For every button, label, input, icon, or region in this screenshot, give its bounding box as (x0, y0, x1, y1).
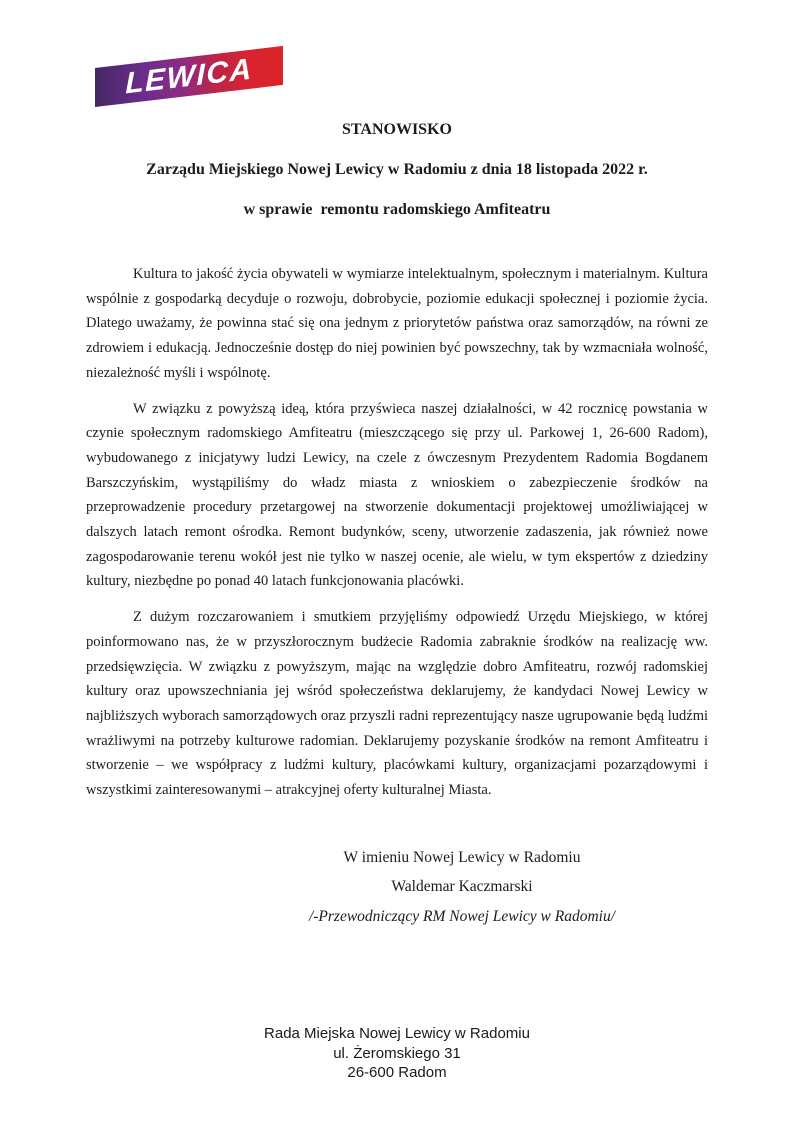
signature-on-behalf: W imieniu Nowej Lewicy w Radomiu (343, 848, 581, 866)
lewica-logo (95, 46, 283, 107)
document-body (86, 119, 708, 931)
body-paragraph-2: W związku z powyższą ideą, która przyświeca naszej działalności, w 42 rocznicę powstania w czynie społecznym radomskiego Amfiteatru (mieszczącego się przy ul. Parkowej 1, 26-600 Radom), wybudowanego z inicjatywy ludzi Lewicy, na czele z ówczesnym Prezydentem Radomia Bogdanem Barszczyńskim, wystąpiliśmy do władz miasta z wnioskiem o zabezpieczenie środków na przeprowadzenie procedury przetargowej na stworzenie dokumentacji projektowej umożliwiającej w dalszych latach remont ośrodka. Remont budynków, sceny, utworzenie zadaszenia, jak również nowe zagospodarowanie terenu wokół jest nie tylko w naszej ocenie, ale wielu, w tym ekspertów z dziedziny kultury, niezbędne po ponad 40 latach funkcjonowania placówki. (86, 400, 708, 590)
doc-subject: w sprawie remontu radomskiego Amfiteatru (243, 201, 551, 218)
footer-address (0, 1024, 794, 1083)
doc-title: STANOWISKO (342, 121, 452, 138)
paragraph-section (86, 262, 708, 803)
signature-role: /-Przewodniczący RM Nowej Lewicy w Radomiu/ (308, 907, 616, 925)
footer-org: Rada Miejska Nowej Lewicy w Radomiu (264, 1025, 530, 1042)
body-paragraph-1: Kultura to jakość życia obywateli w wymiarze intelektualnym, społecznym i materialnym. Kultura wspólnie z gospodarką decyduje o rozwoju, dobrobycie, poziomie edukacji społecznej i poziomie życia. Dlatego uważamy, że powinna stać się ona jednym z priorytetów państwa oraz samorządów, na równi ze zdrowiem i edukacją. Jednocześnie dostęp do niej powinien być powszechny, tak by wzmacniała wolność, niezależność myśli i wspólnotę. (86, 266, 708, 381)
footer-city: 26-600 Radom (347, 1064, 447, 1081)
body-paragraph-3: Z dużym rozczarowaniem i smutkiem przyjęliśmy odpowiedź Urzędu Miejskiego, w której poinformowano nas, że w przyszłorocznym budżecie Radomia zabraknie środków na realizację ww. przedsięwzięcia. W związku z powyższym, mając na względzie dobro Amfiteatru, rozwój radomskiej kultury oraz upowszechniania jej wśród społeczeństwa deklarujemy, że kandydaci Nowej Lewicy w najbliższych wyborach samorządowych oraz przyszli radni reprezentujący nasze ugrupowanie będą ludźmi wrażliwymi na potrzeby kulturowe radomian. Deklarujemy pozyskanie środków na remont Amfiteatru i stworzenie – we współpracy z ludźmi kultury, placówkami kultury, organizacjami pozarządowymi i wszystkimi zainteresowanymi – atrakcyjnej oferty kulturalnej Miasta. (86, 609, 708, 799)
footer-street: ul. Żeromskiego 31 (333, 1044, 461, 1062)
doc-subtitle: Zarządu Miejskiego Nowej Lewicy w Radomiu z dnia 18 listopada 2022 r. (146, 161, 648, 178)
lewica-logo-text: LEWICA (125, 52, 253, 101)
signature-name: Waldemar Kaczmarski (391, 878, 533, 896)
signature-block (292, 843, 632, 932)
